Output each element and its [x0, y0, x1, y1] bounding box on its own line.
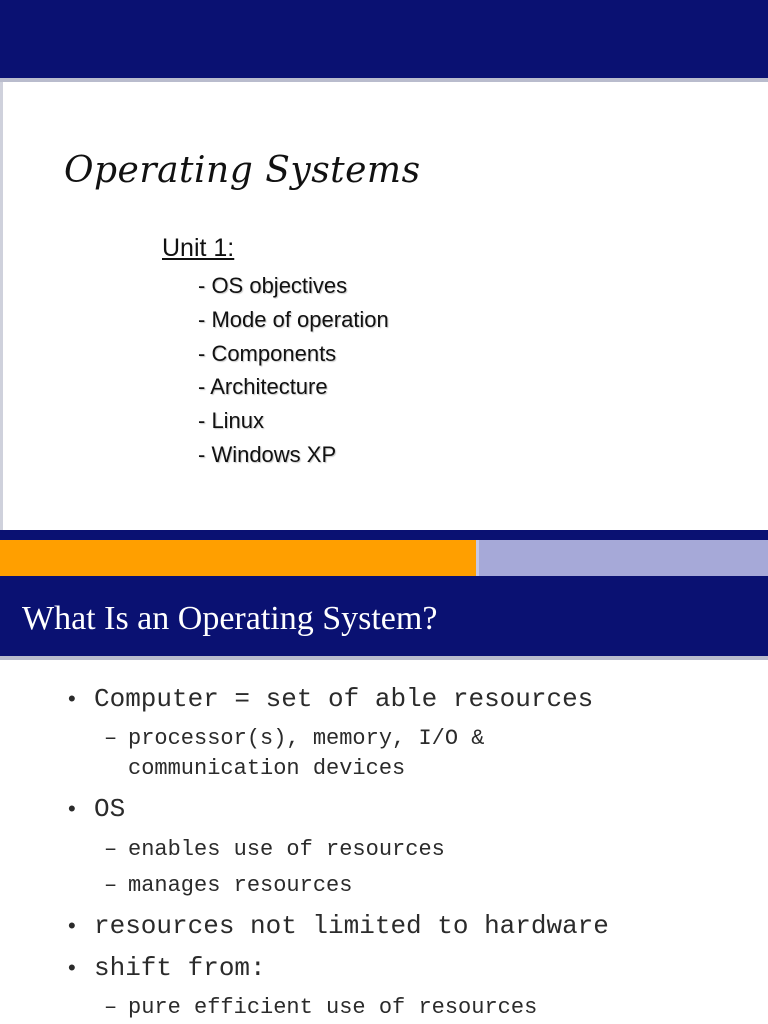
sub-bullet-text: enables use of resources — [128, 837, 445, 862]
sub-bullet-item — [104, 993, 537, 1023]
dash-icon: – — [104, 726, 118, 751]
bullet-text: Computer = set of able resources — [94, 684, 594, 714]
list-item: - OS objectives — [198, 273, 348, 298]
sub-bullet-text: manages resources — [128, 873, 353, 898]
slide-left-edge — [0, 82, 3, 530]
slide-1-title: Operating Systems — [64, 150, 421, 191]
bullet-text: resources not limited to hardware — [94, 911, 609, 941]
sub-bullet-item — [104, 835, 445, 865]
bullet-item — [68, 911, 609, 941]
slide-2-body — [0, 660, 768, 1024]
sub-bullet-item — [104, 871, 352, 901]
unit-topic-list — [198, 271, 389, 474]
dash-icon: – — [104, 995, 118, 1020]
list-item: - Components — [198, 340, 337, 366]
dash-icon: – — [104, 873, 118, 898]
dash-icon: – — [104, 837, 118, 862]
slide-1-header-bar — [0, 0, 768, 78]
list-item: - Architecture — [198, 374, 328, 400]
bullet-text: shift from: — [94, 953, 266, 983]
bullet-item — [68, 794, 125, 824]
list-item: - Linux — [198, 408, 265, 434]
bullet-dot-icon: • — [68, 913, 76, 938]
bullet-dot-icon: • — [68, 955, 76, 980]
orange-accent-band — [0, 540, 476, 576]
sub-bullet-text: processor(s), memory, I/O & — [128, 726, 485, 751]
bullet-dot-icon: • — [68, 686, 76, 711]
bullet-item — [68, 953, 266, 983]
list-item: - Windows XP — [198, 441, 337, 467]
bullet-text: OS — [94, 794, 126, 824]
bullet-item — [68, 684, 593, 714]
slide-divider-bar — [0, 530, 768, 540]
unit-heading: Unit 1: — [162, 234, 235, 262]
sub-bullet-text-continuation: communication devices — [128, 756, 406, 781]
sub-bullet-text: pure efficient use of resources — [128, 995, 538, 1020]
list-item: - Mode of operation — [198, 306, 389, 332]
header-shadow — [0, 78, 768, 82]
lavender-accent-band — [476, 540, 768, 576]
slide-2-title: What Is an Operating System? — [22, 600, 438, 637]
sub-bullet-item — [104, 724, 484, 784]
bullet-dot-icon: • — [68, 796, 76, 821]
